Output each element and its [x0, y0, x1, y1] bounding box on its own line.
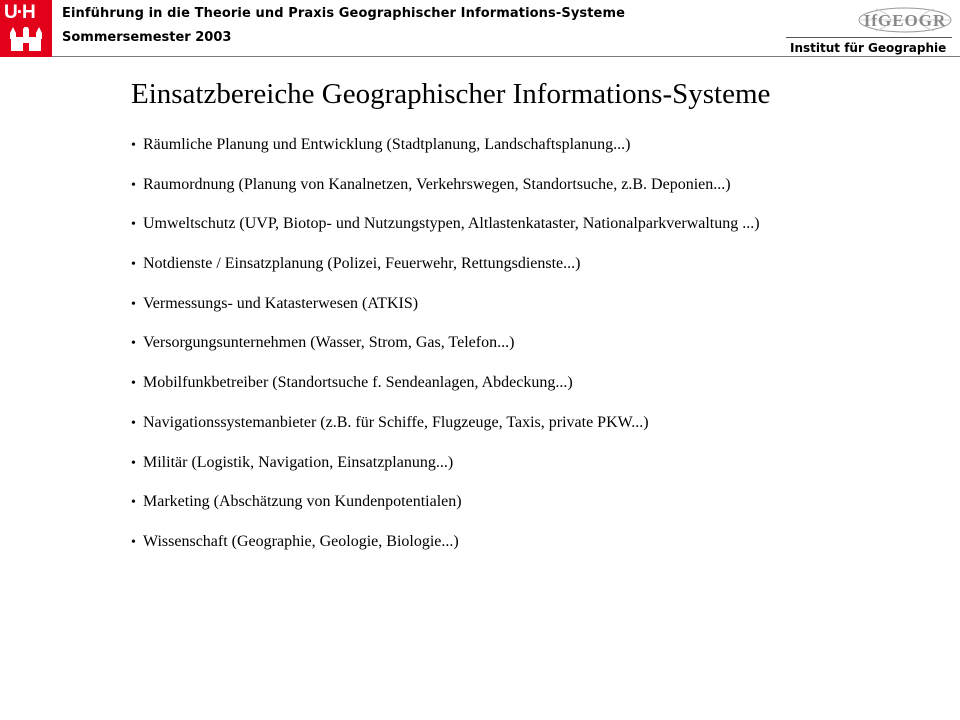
list-item	[131, 531, 931, 571]
ifgeogr-logo-text: IfGEOGR	[863, 11, 947, 30]
bullet-icon: •	[131, 376, 136, 392]
list-item-text: Umweltschutz (UVP, Biotop- und Nutzungstypen, Altlastenkataster, Nationalparkverwaltung ...)	[143, 215, 760, 233]
list-item-text: Wissenschaft (Geographie, Geologie, Biologie...)	[143, 532, 459, 550]
list-item-text: Navigationssystemanbieter (z.B. für Schiffe, Flugzeuge, Taxis, private PKW...)	[143, 413, 649, 431]
bullet-icon: •	[131, 495, 136, 511]
bullet-icon: •	[131, 217, 136, 233]
list-item	[131, 372, 931, 412]
list-item-text: Mobilfunkbetreiber (Standortsuche f. Sendeanlagen, Abdeckung...)	[143, 374, 573, 392]
bullet-icon: •	[131, 336, 136, 352]
list-item	[131, 452, 931, 492]
list-item	[131, 134, 931, 174]
list-item-text: Notdienste / Einsatzplanung (Polizei, Feuerwehr, Rettungsdienste...)	[143, 255, 581, 273]
ifgeogr-logo	[856, 6, 954, 34]
list-item	[131, 491, 931, 531]
list-item	[131, 174, 931, 214]
uhh-logo	[0, 0, 52, 57]
list-item	[131, 213, 931, 253]
list-item-text: Räumliche Planung und Entwicklung (Stadtplanung, Landschaftsplanung...)	[143, 136, 631, 153]
list-item-text: Raumordnung (Planung von Kanalnetzen, Verkehrswegen, Standortsuche, z.B. Deponien...)	[143, 175, 731, 193]
list-item	[131, 253, 931, 293]
bullet-icon: •	[131, 177, 136, 193]
slide-title: Einsatzbereiche Geographischer Informations-Systeme	[131, 78, 771, 110]
bullet-icon: •	[131, 415, 136, 431]
course-title: Einführung in die Theorie und Praxis Geographischer Informations-Systeme	[62, 6, 626, 21]
uhh-logo-text: U·H	[4, 2, 35, 23]
bullet-icon: •	[131, 296, 136, 312]
institute-rule	[786, 37, 952, 38]
bullet-list	[131, 134, 931, 571]
list-item-text: Vermessungs- und Katasterwesen (ATKIS)	[143, 294, 419, 312]
list-item-text: Marketing (Abschätzung von Kundenpotentialen)	[143, 493, 462, 511]
list-item	[131, 412, 931, 452]
bullet-icon: •	[131, 257, 136, 273]
list-item	[131, 332, 931, 372]
bullet-icon: •	[131, 534, 136, 550]
list-item-text: Militär (Logistik, Navigation, Einsatzplanung...)	[143, 453, 454, 471]
bullet-icon: •	[131, 138, 136, 153]
hamburg-castle-icon	[9, 27, 43, 51]
list-item	[131, 293, 931, 333]
slide-header	[0, 0, 960, 57]
bullet-icon: •	[131, 455, 136, 471]
semester-label: Sommersemester 2003	[62, 30, 232, 45]
institute-name: Institut für Geographie	[790, 41, 947, 55]
list-item-text: Versorgungsunternehmen (Wasser, Strom, Gas, Telefon...)	[143, 334, 515, 352]
